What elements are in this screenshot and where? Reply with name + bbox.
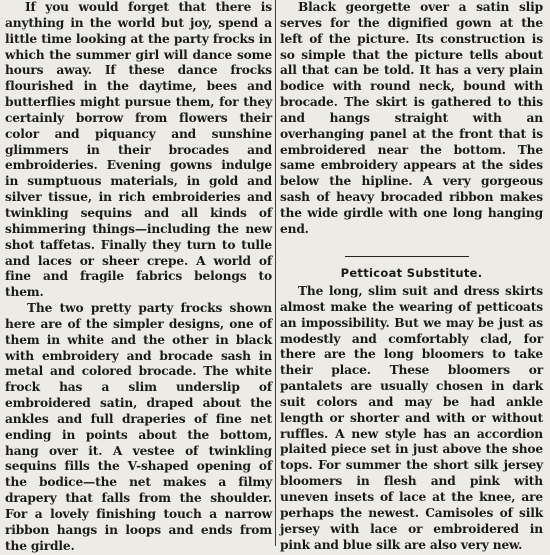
section-divider	[345, 256, 469, 257]
paragraph-black-georgette: Black georgette over a satin slip serves for the dignified gown at the left of the picture. Its construction is so simple that the picture tells about all that can be told. It has a very plain bodice with round neck, bound with brocade. The skirt is gathered to this and hangs straight with an overhanging panel at the front that is embroidered near the bottom. The same embroidery appears at the sides below the hipline. A very gorgeous sash of heavy brocaded ribbon makes the wide girdle with one long hanging end.	[280, 0, 543, 236]
section-subhead: Petticoat Substitute.	[340, 266, 483, 280]
paragraph-petticoat: The long, slim suit and dress skirts almost make the wearing of petticoats an impossibility. But we may be just as modestly and comfortably clad, for there are the long bloomers to take their place. These bloomers or pantalets are usually chosen in dark suit colors and may be had ankle length or shorter and with or without ruffles. A new style has an accordion plaited piece set in just above the shoe tops. For summer the short silk jersey bloomers in flesh and pink with uneven insets of lace at the knee, are perhaps the newest. Camisoles of silk jersey with lace or embroidered in pink and blue silk are also very new.	[280, 284, 543, 552]
paragraph-party-frocks: The two pretty party frocks shown here are of the simpler designs, one of them in white and the other in black with embroidery and brocade sash in metal and colored brocade. The white frock has a slim underslip of embroidered satin, draped about the ankles and full draperies of fine net ending in points about the bottom, hang over it. A vestee of twinkling sequins fills the V-shaped opening of the bodice—the net makes a filmy drapery that falls from the shoulder. For a lovely finishing touch a narrow ribbon hangs in loops and ends from the girdle.	[5, 301, 272, 553]
column-rule	[275, 0, 276, 546]
right-column-top	[280, 0, 543, 238]
paragraph-intro: If you would forget that there is anything in the world but joy, spend a little time looking at the party frocks in which the summer girl will dance some hours away. If these dance frocks flourished in the daytime, bees and butterflies might pursue them, for they certainly borrow from flowers their color and piquancy and sunshine glimmers in their brocades and embroideries. Evening gowns indulge in sumptuous materials, in gold and silver tissue, in rich embroideries and twinkling sequins and all kinds of shimmering things—including the new shot taffetas. Finally they turn to tulle and laces or sheer crepe. A world of fine and fragile fabrics belongs to them.	[5, 0, 272, 300]
left-column	[5, 0, 272, 555]
right-column-bottom	[280, 284, 543, 553]
